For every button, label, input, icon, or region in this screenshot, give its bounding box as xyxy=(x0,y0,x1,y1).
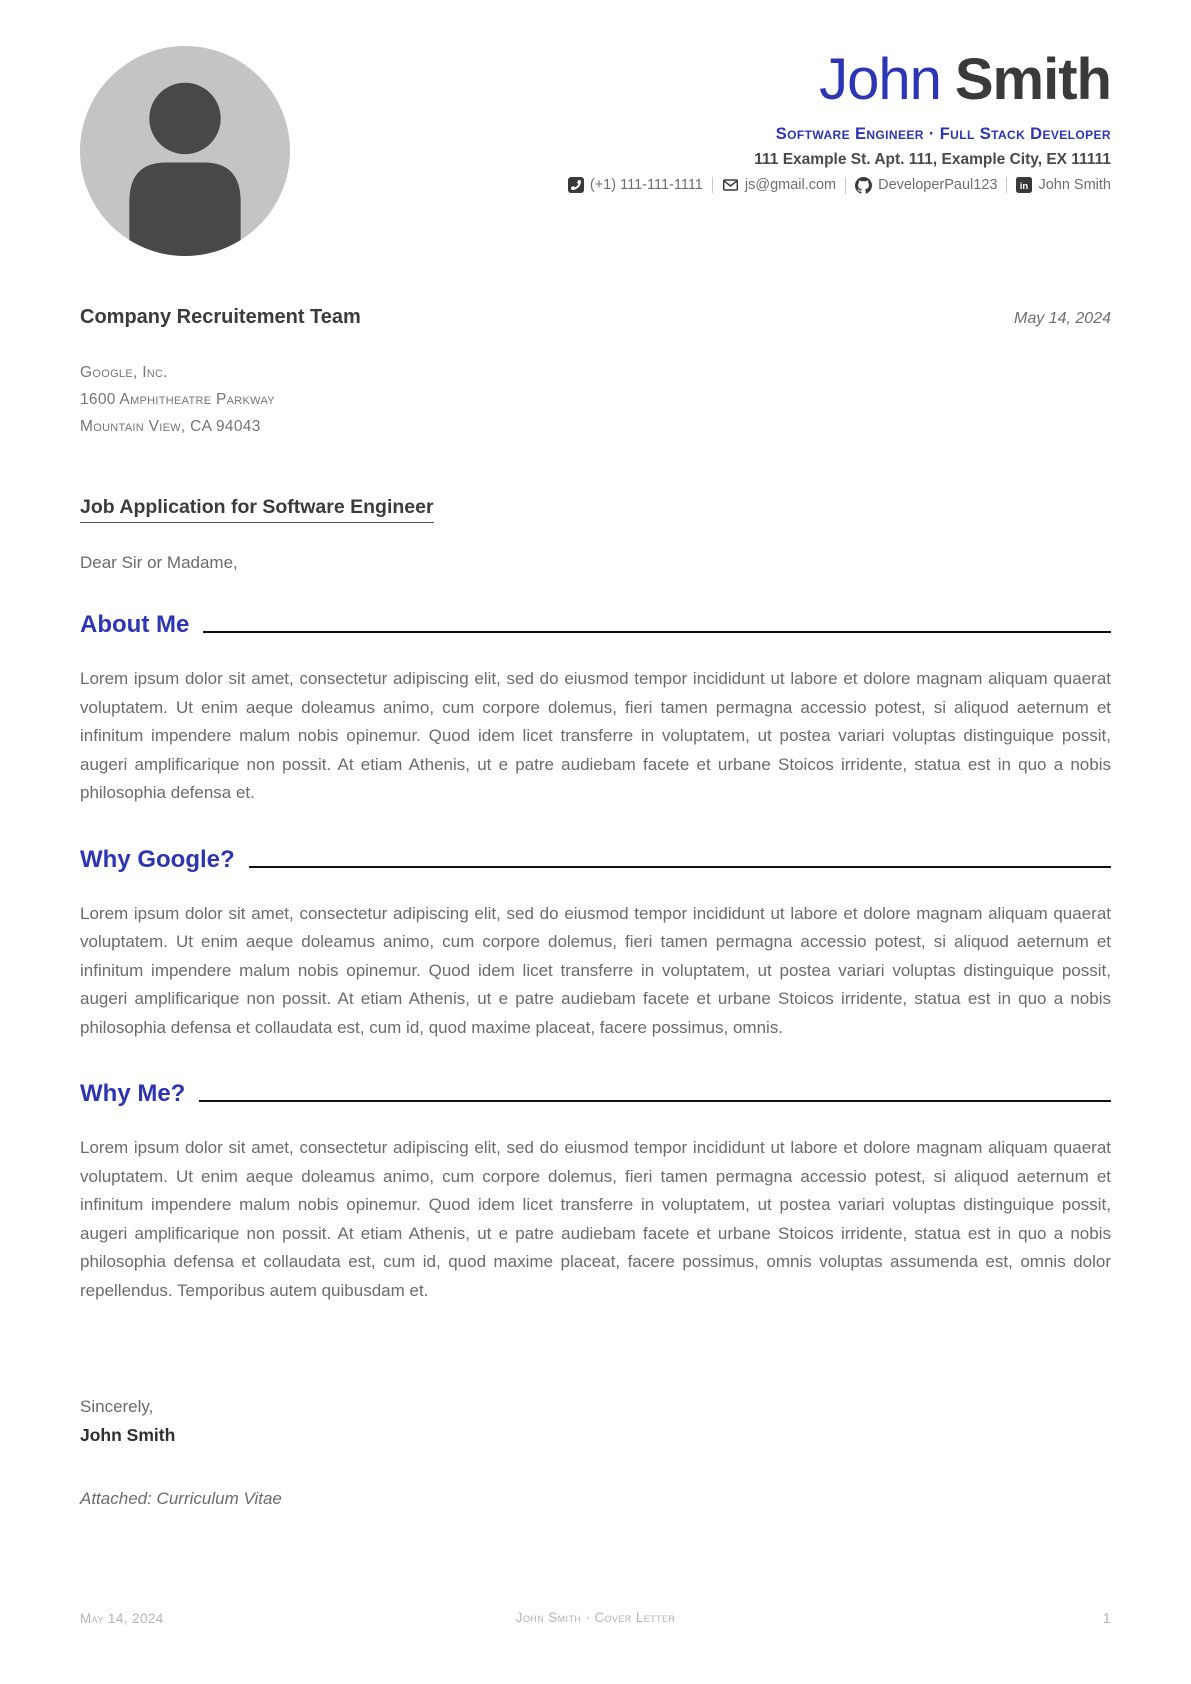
recipient-row xyxy=(80,306,1111,329)
section-header xyxy=(80,611,1111,639)
closing-salutation: Sincerely, xyxy=(80,1397,154,1416)
letter-subject: Job Application for Software Engineer xyxy=(80,496,434,523)
section-why-google xyxy=(80,846,1111,1043)
address-line: Mountain View, CA 94043 xyxy=(80,418,261,435)
linkedin-name: John Smith xyxy=(1038,177,1111,194)
section-rule xyxy=(249,866,1111,868)
recipient-address xyxy=(80,359,1111,440)
github-link[interactable] xyxy=(845,177,1006,194)
github-username: DeveloperPaul123 xyxy=(878,177,998,194)
address-line: Google, Inc. xyxy=(80,364,168,381)
email-icon xyxy=(722,177,739,193)
section-title: Why Google? xyxy=(80,845,235,873)
email-address: js@gmail.com xyxy=(744,177,837,194)
avatar xyxy=(80,46,290,256)
first-name: John xyxy=(819,47,941,112)
section-header xyxy=(80,1080,1111,1108)
section-rule xyxy=(199,1100,1111,1102)
page-number: 1 xyxy=(1102,1610,1111,1626)
recipient-name: Company Recruitement Team xyxy=(80,306,361,328)
section-title: About Me xyxy=(80,611,190,638)
footer-date: May 14, 2024 xyxy=(80,1611,164,1626)
position-subtitle: Software Engineer · Full Stack Developer xyxy=(775,124,1111,143)
attachment-note: Attached: Curriculum Vitae xyxy=(80,1489,282,1508)
github-icon xyxy=(855,177,872,194)
section-body: Lorem ipsum dolor sit amet, consectetur adipiscing elit, sed do eiusmod tempor incididunt ut labore et dolore magnam aliquam quaerat voluptatem. Ut enim aeque doleamus animo, cum corpore dolemus, fieri tamen permagna accessio potest, si aliquod aeternum et infinitum impendere malum nobis opinemur. Quod idem licet transferre in voluptatem, ut postea variari voluptas distinguique possit, augeri amplificarique non possit. At etiam Athenis, ut e patre audiebam facete et urbane Stoicos irridente, statua est in quo a nobis philosophia defensa et collaudata est, cum id, quod maxime placeat, facere possimus, omnis voluptas assumenda est, omnis dolor repellendus. Temporibus autem quibusdam et. xyxy=(80,1138,1111,1300)
email-link[interactable] xyxy=(712,177,845,193)
letter-opening: Dear Sir or Madame, xyxy=(80,553,238,572)
header xyxy=(80,42,1111,254)
section-why-me xyxy=(80,1080,1111,1305)
street-address: 111 Example St. Apt. 111, Example City, EX 11111 xyxy=(754,150,1111,168)
linkedin-link[interactable] xyxy=(1006,177,1111,193)
section-title: Why Me? xyxy=(80,1080,186,1107)
svg-text:in: in xyxy=(1020,181,1029,193)
phone-number: (+1) 111-111-1111 xyxy=(589,177,703,194)
section-header xyxy=(80,846,1111,874)
section-body: Lorem ipsum dolor sit amet, consectetur adipiscing elit, sed do eiusmod tempor incididunt ut labore et dolore magnam aliquam quaerat voluptatem. Ut enim aeque doleamus animo, cum corpore dolemus, fieri tamen permagna accessio potest, si aliquod aeternum et infinitum impendere malum nobis opinemur. Quod idem licet transferre in voluptatem, ut postea variari voluptas distinguique possit, augeri amplificarique non possit. At etiam Athenis, ut e patre audiebam facete et urbane Stoicos irridente, statua est in quo a nobis philosophia defensa et collaudata est, cum id, quod maxime placeat, facere possimus, omnis. xyxy=(80,903,1111,1037)
linkedin-icon xyxy=(1016,177,1032,193)
signature-name: John Smith xyxy=(80,1425,176,1445)
letter-date: May 14, 2024 xyxy=(1014,310,1111,327)
last-name: Smith xyxy=(954,47,1111,112)
phone-icon xyxy=(568,177,584,193)
section-body: Lorem ipsum dolor sit amet, consectetur adipiscing elit, sed do eiusmod tempor incididunt ut labore et dolore magnam aliquam quaerat voluptatem. Ut enim aeque doleamus animo, cum corpore dolemus, fieri tamen permagna accessio potest, si aliquod aeternum et infinitum impendere malum nobis opinemur. Quod idem licet transferre in voluptatem, ut postea variari voluptas distinguique possit, augeri amplificarique non possit. At etiam Athenis, ut e patre audiebam facete et urbane Stoicos irridente, statua est in quo a nobis philosophia defensa et. xyxy=(80,669,1111,802)
section-rule xyxy=(203,631,1111,633)
footer-document-title: John Smith · Cover Letter xyxy=(515,1610,676,1625)
address-line: 1600 Amphitheatre Parkway xyxy=(80,391,275,408)
page-footer xyxy=(80,1610,1111,1626)
closing-block xyxy=(80,1393,1111,1449)
person-silhouette-icon xyxy=(80,46,290,256)
phone-link[interactable] xyxy=(559,177,712,193)
section-about-me xyxy=(80,611,1111,808)
